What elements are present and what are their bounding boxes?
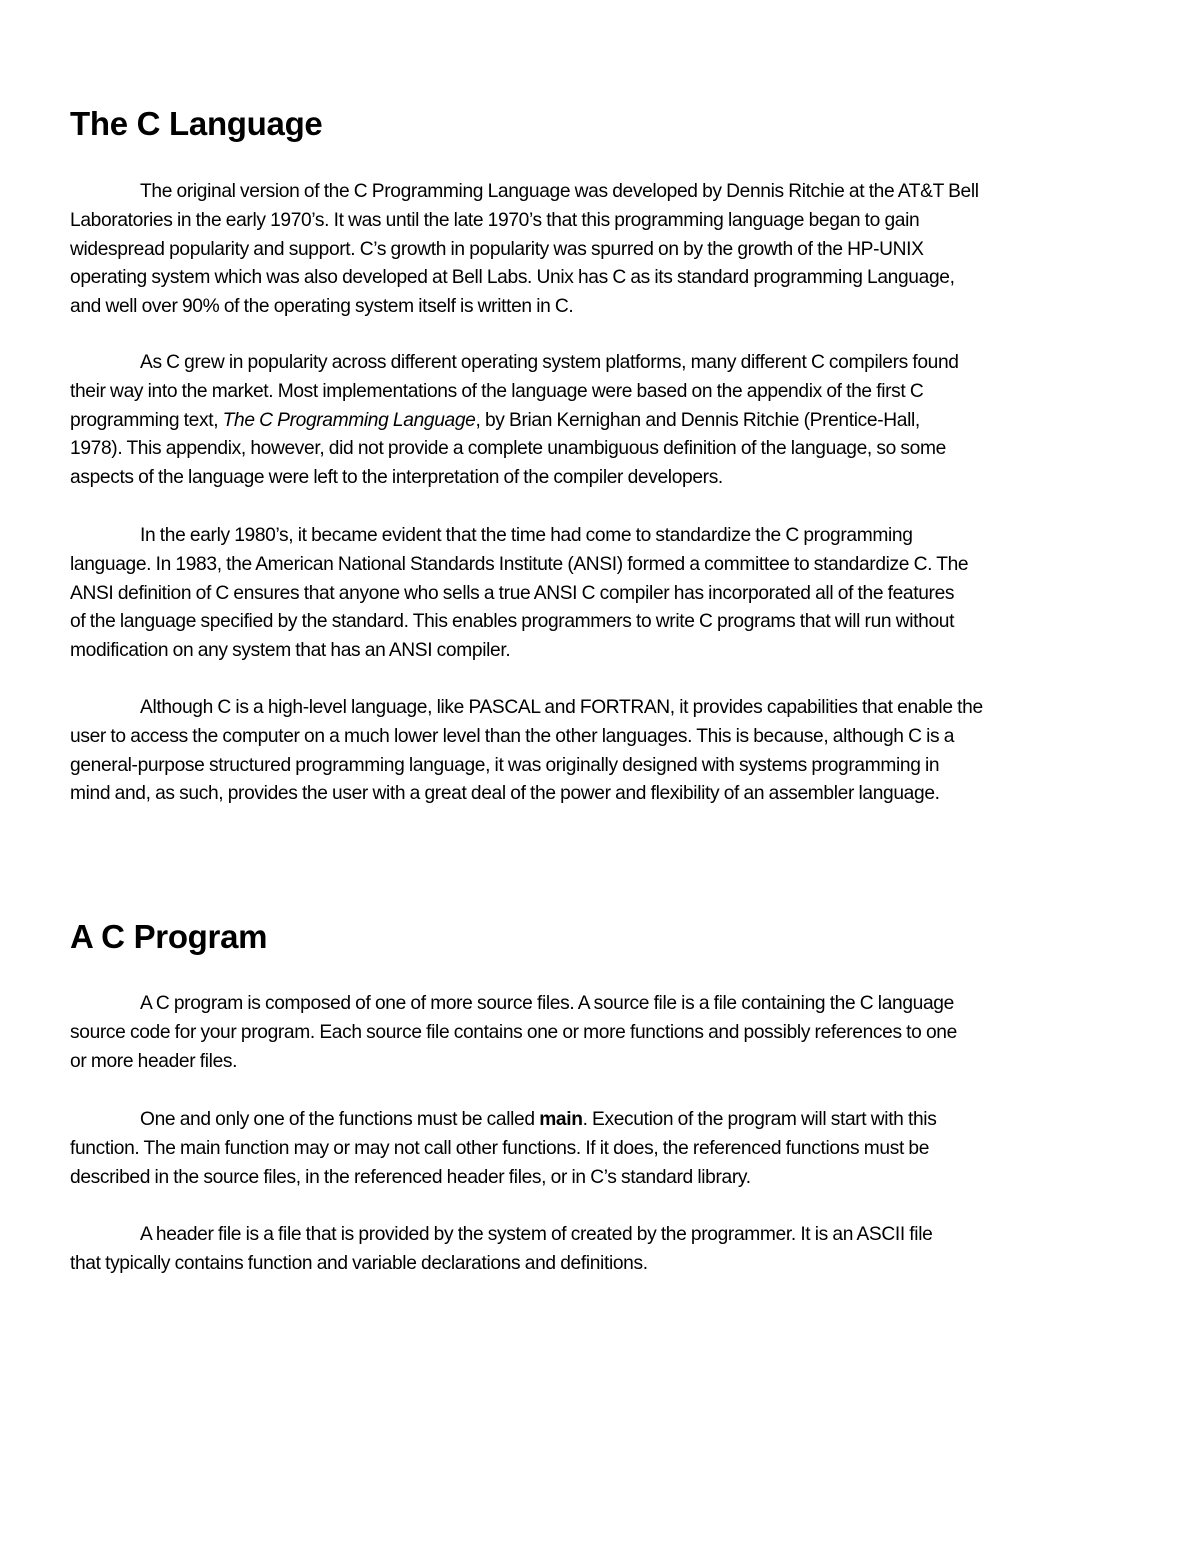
emphasized-term: main xyxy=(539,1109,583,1130)
text-line xyxy=(70,1221,1140,1250)
text-line xyxy=(70,1135,1140,1164)
text-line xyxy=(70,407,1140,436)
text-segment: Although C is a high-level language, like PASCAL and FORTRAN, it provides capabilities that enable the xyxy=(140,697,983,718)
text-segment: described in the source files, in the referenced header files, or in C’s standard library. xyxy=(70,1166,751,1188)
text-segment: A C program is composed of one of more source files. A source file is a file containing the C language xyxy=(140,993,954,1014)
text-line xyxy=(70,349,1140,378)
body-paragraph xyxy=(70,1221,1140,1279)
text-segment: . Execution of the program will start with this xyxy=(582,1109,937,1130)
text-segment: that typically contains function and variable declarations and definitions. xyxy=(70,1252,648,1274)
text-segment: or more header files. xyxy=(70,1050,238,1072)
text-segment: In the early 1980’s, it became evident that the time had come to standardize the C programming xyxy=(140,525,913,546)
text-line xyxy=(70,780,1140,809)
text-line xyxy=(70,580,1140,609)
book-title-italic: The C Programming Language xyxy=(222,409,476,431)
text-segment: user to access the computer on a much lower level than the other languages. This is because, although C is a xyxy=(70,725,955,747)
text-line xyxy=(70,207,1140,236)
text-segment: function. The main function may or may not call other functions. If it does, the referenced functions must be xyxy=(70,1137,930,1159)
text-segment: their way into the market. Most implementations of the language were based on the appendix of the first C xyxy=(70,380,924,402)
text-segment: of the language specified by the standard. This enables programmers to write C programs that will run without xyxy=(70,611,955,633)
text-line xyxy=(70,637,1140,666)
text-line xyxy=(70,551,1140,580)
text-line xyxy=(70,1048,1140,1077)
text-segment: operating system which was also developed at Bell Labs. Unix has C as its standard programming Language, xyxy=(70,267,955,289)
text-line xyxy=(70,1164,1140,1193)
text-line xyxy=(70,1106,1140,1135)
text-segment: general-purpose structured programming language, it was originally designed with systems programming in xyxy=(70,754,940,776)
section-heading: A C Program xyxy=(70,918,268,955)
text-segment: widespread popularity and support. C’s growth in popularity was spurred on by the growth of the HP-UNIX xyxy=(70,238,924,260)
body-paragraph xyxy=(70,349,1140,493)
text-segment: modification on any system that has an ANSI compiler. xyxy=(70,640,511,662)
text-line xyxy=(70,522,1140,551)
text-segment: A header file is a file that is provided by the system of created by the programmer. It is an ASCII file xyxy=(140,1224,933,1245)
text-segment: language. In 1983, the American National Standards Institute (ANSI) formed a committee to standardize C. The xyxy=(70,553,969,575)
text-line xyxy=(70,178,1140,207)
text-segment: One and only one of the functions must be called xyxy=(140,1109,540,1130)
body-paragraph xyxy=(70,178,1140,322)
text-segment: ANSI definition of C ensures that anyone who sells a true ANSI C compiler has incorporated all of the features xyxy=(70,582,955,604)
text-segment: aspects of the language were left to the interpretation of the compiler developers. xyxy=(70,467,723,489)
text-segment: programming text, xyxy=(70,409,223,431)
text-segment: source code for your program. Each source file contains one or more functions and possibly references to one xyxy=(70,1021,957,1043)
text-line xyxy=(70,236,1140,265)
text-line xyxy=(70,264,1140,293)
text-line xyxy=(70,1250,1140,1279)
text-line xyxy=(70,723,1140,752)
text-line xyxy=(70,435,1140,464)
text-line xyxy=(70,990,1140,1019)
text-line xyxy=(70,293,1140,322)
text-segment: mind and, as such, provides the user with a great deal of the power and flexibility of an assembler language. xyxy=(70,783,940,805)
text-segment: and well over 90% of the operating system itself is written in C. xyxy=(70,296,574,318)
text-segment: Laboratories in the early 1970’s. It was until the late 1970’s that this programming language began to gain xyxy=(70,209,920,231)
text-segment: As C grew in popularity across different operating system platforms, many different C compilers found xyxy=(140,352,959,373)
body-paragraph xyxy=(70,522,1140,666)
text-line xyxy=(70,608,1140,637)
section-heading: The C Language xyxy=(70,105,323,142)
body-paragraph xyxy=(70,990,1140,1076)
text-line xyxy=(70,378,1140,407)
body-paragraph xyxy=(70,1106,1140,1192)
body-paragraph xyxy=(70,694,1140,809)
text-segment: , by Brian Kernighan and Dennis Ritchie (Prentice-Hall, xyxy=(475,409,920,431)
text-segment: The original version of the C Programming Language was developed by Dennis Ritchie at the AT&T Bell xyxy=(140,181,979,202)
text-segment: 1978). This appendix, however, did not provide a complete unambiguous definition of the language, so some xyxy=(70,438,946,460)
text-line xyxy=(70,1019,1140,1048)
text-line xyxy=(70,752,1140,781)
text-line xyxy=(70,694,1140,723)
text-line xyxy=(70,464,1140,493)
